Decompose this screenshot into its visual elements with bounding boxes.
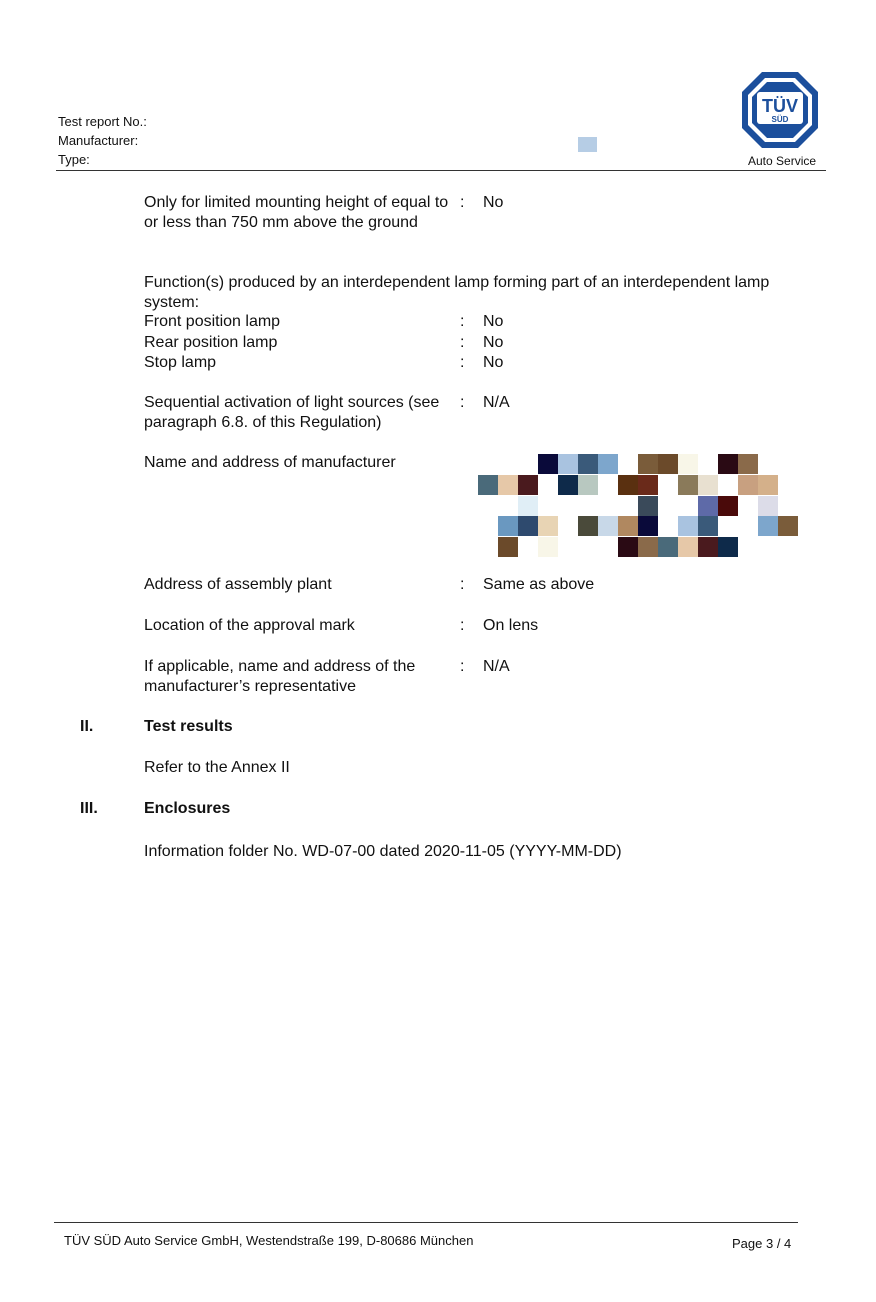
redaction-pixel xyxy=(698,496,718,516)
redaction-pixel xyxy=(738,454,758,474)
redaction-pixel xyxy=(698,537,718,557)
colon: : xyxy=(460,617,465,634)
redaction-pixel xyxy=(738,475,758,495)
redaction-pixel xyxy=(678,516,698,536)
page-number: Page 3 / 4 xyxy=(732,1236,792,1251)
redaction-pixel xyxy=(578,516,598,536)
redaction-pixel xyxy=(518,496,538,516)
redaction-pixel xyxy=(638,516,658,536)
redaction-pixel xyxy=(638,537,658,557)
representative-value: N/A xyxy=(483,658,510,675)
redaction-pixel xyxy=(598,516,618,536)
redaction-pixel xyxy=(698,516,718,536)
test-results-text: Refer to the Annex II xyxy=(144,759,290,776)
redaction-pixel xyxy=(558,454,578,474)
sequential-label: Sequential activation of light sources (see paragraph 6.8. of this Regulation) xyxy=(144,394,440,431)
redacted-manufacturer-address xyxy=(478,454,800,558)
section-number-iii: III. xyxy=(80,800,98,817)
redaction-pixel xyxy=(638,496,658,516)
test-report-label: Test report No.: xyxy=(58,114,147,129)
type-label: Type: xyxy=(58,152,90,167)
section-title-test-results: Test results xyxy=(144,718,233,735)
rear-position-value: No xyxy=(483,334,504,351)
mounting-height-label: Only for limited mounting height of equal to or less than 750 mm above the ground xyxy=(144,194,449,231)
header-fields xyxy=(58,112,147,169)
redaction-pixel xyxy=(518,516,538,536)
front-position-value: No xyxy=(483,313,504,330)
colon: : xyxy=(460,313,465,330)
redaction-pixel xyxy=(538,454,558,474)
colon: : xyxy=(460,658,465,675)
redaction-pixel xyxy=(758,475,778,495)
redaction-pixel xyxy=(558,475,578,495)
approval-mark-value: On lens xyxy=(483,617,539,634)
redaction-pixel xyxy=(718,496,738,516)
redaction-pixel xyxy=(498,516,518,536)
manufacturer-name-label: Name and address of manufacturer xyxy=(144,454,396,471)
redaction-pixel xyxy=(638,475,658,495)
interdependent-heading: Function(s) produced by an interdependent lamp forming part of an interdependent lamp system: xyxy=(144,274,770,311)
redaction-pixel xyxy=(778,516,798,536)
header-divider xyxy=(56,170,826,171)
redaction-pixel xyxy=(538,537,558,557)
manufacturer-label: Manufacturer: xyxy=(58,133,139,148)
redaction-pixel xyxy=(618,537,638,557)
redaction-pixel xyxy=(498,475,518,495)
redaction-pixel xyxy=(638,454,658,474)
front-position-label: Front position lamp xyxy=(144,313,281,330)
redaction-pixel xyxy=(698,475,718,495)
redaction-pixel xyxy=(658,537,678,557)
redaction-pixel xyxy=(538,516,558,536)
stop-lamp-label: Stop lamp xyxy=(144,354,217,371)
redaction-pixel xyxy=(758,516,778,536)
stop-lamp-value: No xyxy=(483,354,504,371)
redaction-pixel xyxy=(518,475,538,495)
colon: : xyxy=(460,394,465,411)
representative-label: If applicable, name and address of the manufacturer’s representative xyxy=(144,658,416,695)
redaction-pixel xyxy=(478,475,498,495)
redaction-pixel xyxy=(498,537,518,557)
redaction-pixel xyxy=(598,454,618,474)
redaction-pixel xyxy=(678,454,698,474)
redaction-pixel xyxy=(758,496,778,516)
redaction-pixel xyxy=(718,454,738,474)
redaction-pixel xyxy=(718,537,738,557)
colon: : xyxy=(460,194,465,211)
colon: : xyxy=(460,334,465,351)
assembly-plant-label: Address of assembly plant xyxy=(144,576,332,593)
redaction-pixel xyxy=(578,475,598,495)
enclosures-text: Information folder No. WD-07-00 dated 2020-11-05 (YYYY-MM-DD) xyxy=(144,843,622,860)
assembly-plant-value: Same as above xyxy=(483,576,595,593)
colon: : xyxy=(460,576,465,593)
footer-company: TÜV SÜD Auto Service GmbH, Westendstraße 199, D-80686 München xyxy=(64,1233,474,1248)
redaction-pixel xyxy=(618,475,638,495)
redaction-pixel xyxy=(578,454,598,474)
logo-subtext: SÜD xyxy=(771,115,789,124)
rear-position-label: Rear position lamp xyxy=(144,334,278,351)
logo-caption: Auto Service xyxy=(748,154,817,168)
approval-mark-label: Location of the approval mark xyxy=(144,617,355,634)
sequential-value: N/A xyxy=(483,394,510,411)
redaction-mark xyxy=(578,137,597,152)
redaction-pixel xyxy=(658,454,678,474)
redaction-pixel xyxy=(678,537,698,557)
section-number-ii: II. xyxy=(80,718,94,735)
colon: : xyxy=(460,354,465,371)
logo-text: TÜV xyxy=(762,96,798,116)
mounting-height-value: No xyxy=(483,194,504,211)
section-title-enclosures: Enclosures xyxy=(144,800,231,817)
footer-divider xyxy=(54,1222,798,1223)
redaction-pixel xyxy=(678,475,698,495)
redaction-pixel xyxy=(618,516,638,536)
